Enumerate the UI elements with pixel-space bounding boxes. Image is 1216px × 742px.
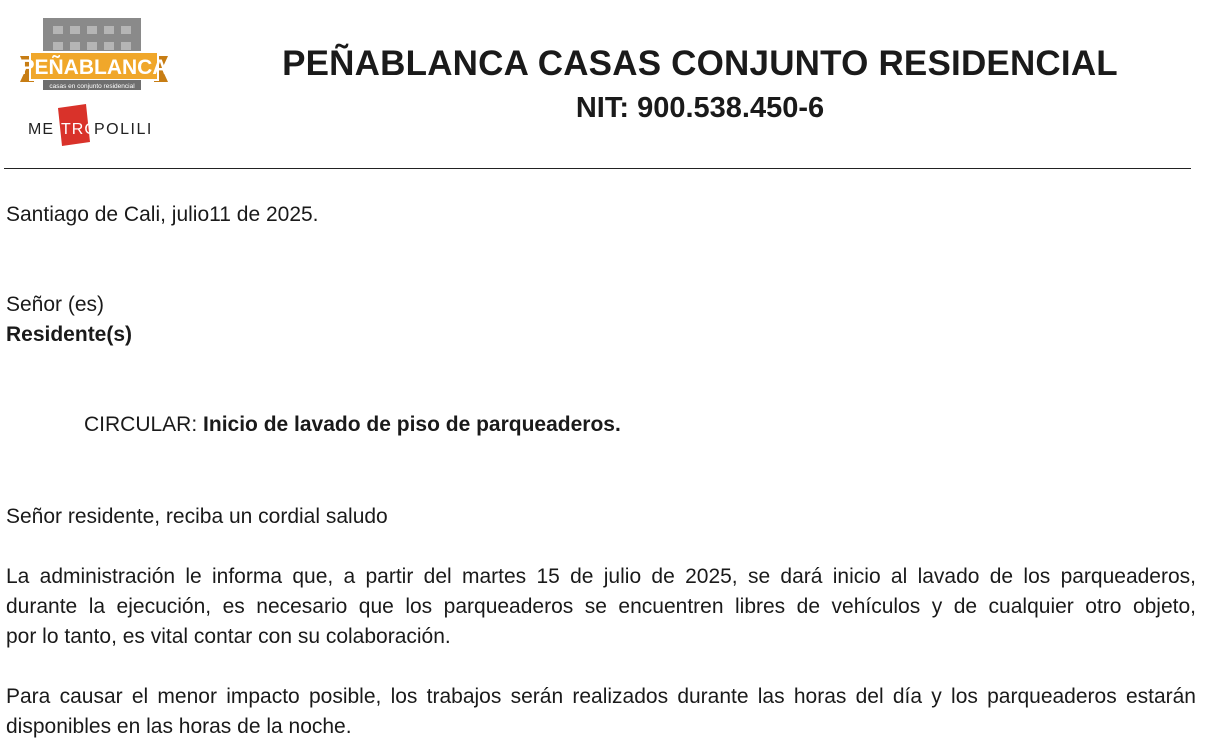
paragraph-2-line-2: disponibles en las horas de la noche. bbox=[6, 715, 352, 738]
paragraph-1-line-1: La administración le informa que, a partir del martes 15 de julio de 2025, se dará inicio al lavado de los parqueaderos, bbox=[6, 565, 1196, 588]
greeting: Señor residente, reciba un cordial saludo bbox=[6, 505, 388, 528]
organization-nit: NIT: 900.538.450-6 bbox=[575, 92, 825, 124]
header-divider bbox=[4, 168, 1191, 169]
paragraph-1-line-3: por lo tanto, es vital contar con su colaboración. bbox=[6, 625, 451, 648]
organization-title: PEÑABLANCA CASAS CONJUNTO RESIDENCIAL bbox=[282, 44, 1118, 83]
paragraph-1 bbox=[6, 562, 1196, 652]
place-date: Santiago de Cali, julio11 de 2025. bbox=[6, 203, 319, 226]
paragraph-2-line-1: Para causar el menor impacto posible, los trabajos serán realizados durante las horas del día y los parqueaderos estarán bbox=[6, 685, 1196, 708]
recipient-line-2: Residente(s) bbox=[6, 323, 133, 346]
logo-sub-right: POLILI bbox=[94, 121, 153, 138]
circular-heading bbox=[84, 410, 621, 440]
recipient-line-1: Señor (es) bbox=[6, 293, 105, 316]
logo-sub-left: ME bbox=[28, 121, 54, 138]
logo-sub-highlight: TRÓ bbox=[61, 121, 98, 138]
circular-subject: Inicio de lavado de piso de parqueaderos. bbox=[203, 413, 621, 436]
paragraph-1-line-2: durante la ejecución, es necesario que los parqueaderos se encuentren libres de vehículos y de cualquier otro objeto, bbox=[6, 595, 1196, 618]
logo-tagline-text: casas en conjunto residencial bbox=[49, 83, 135, 90]
logo-brand-text: PEÑABLANCA bbox=[20, 56, 168, 79]
circular-label: CIRCULAR: bbox=[84, 413, 198, 436]
company-logo bbox=[20, 18, 168, 150]
paragraph-2 bbox=[6, 682, 1196, 742]
letterhead bbox=[220, 42, 1180, 128]
